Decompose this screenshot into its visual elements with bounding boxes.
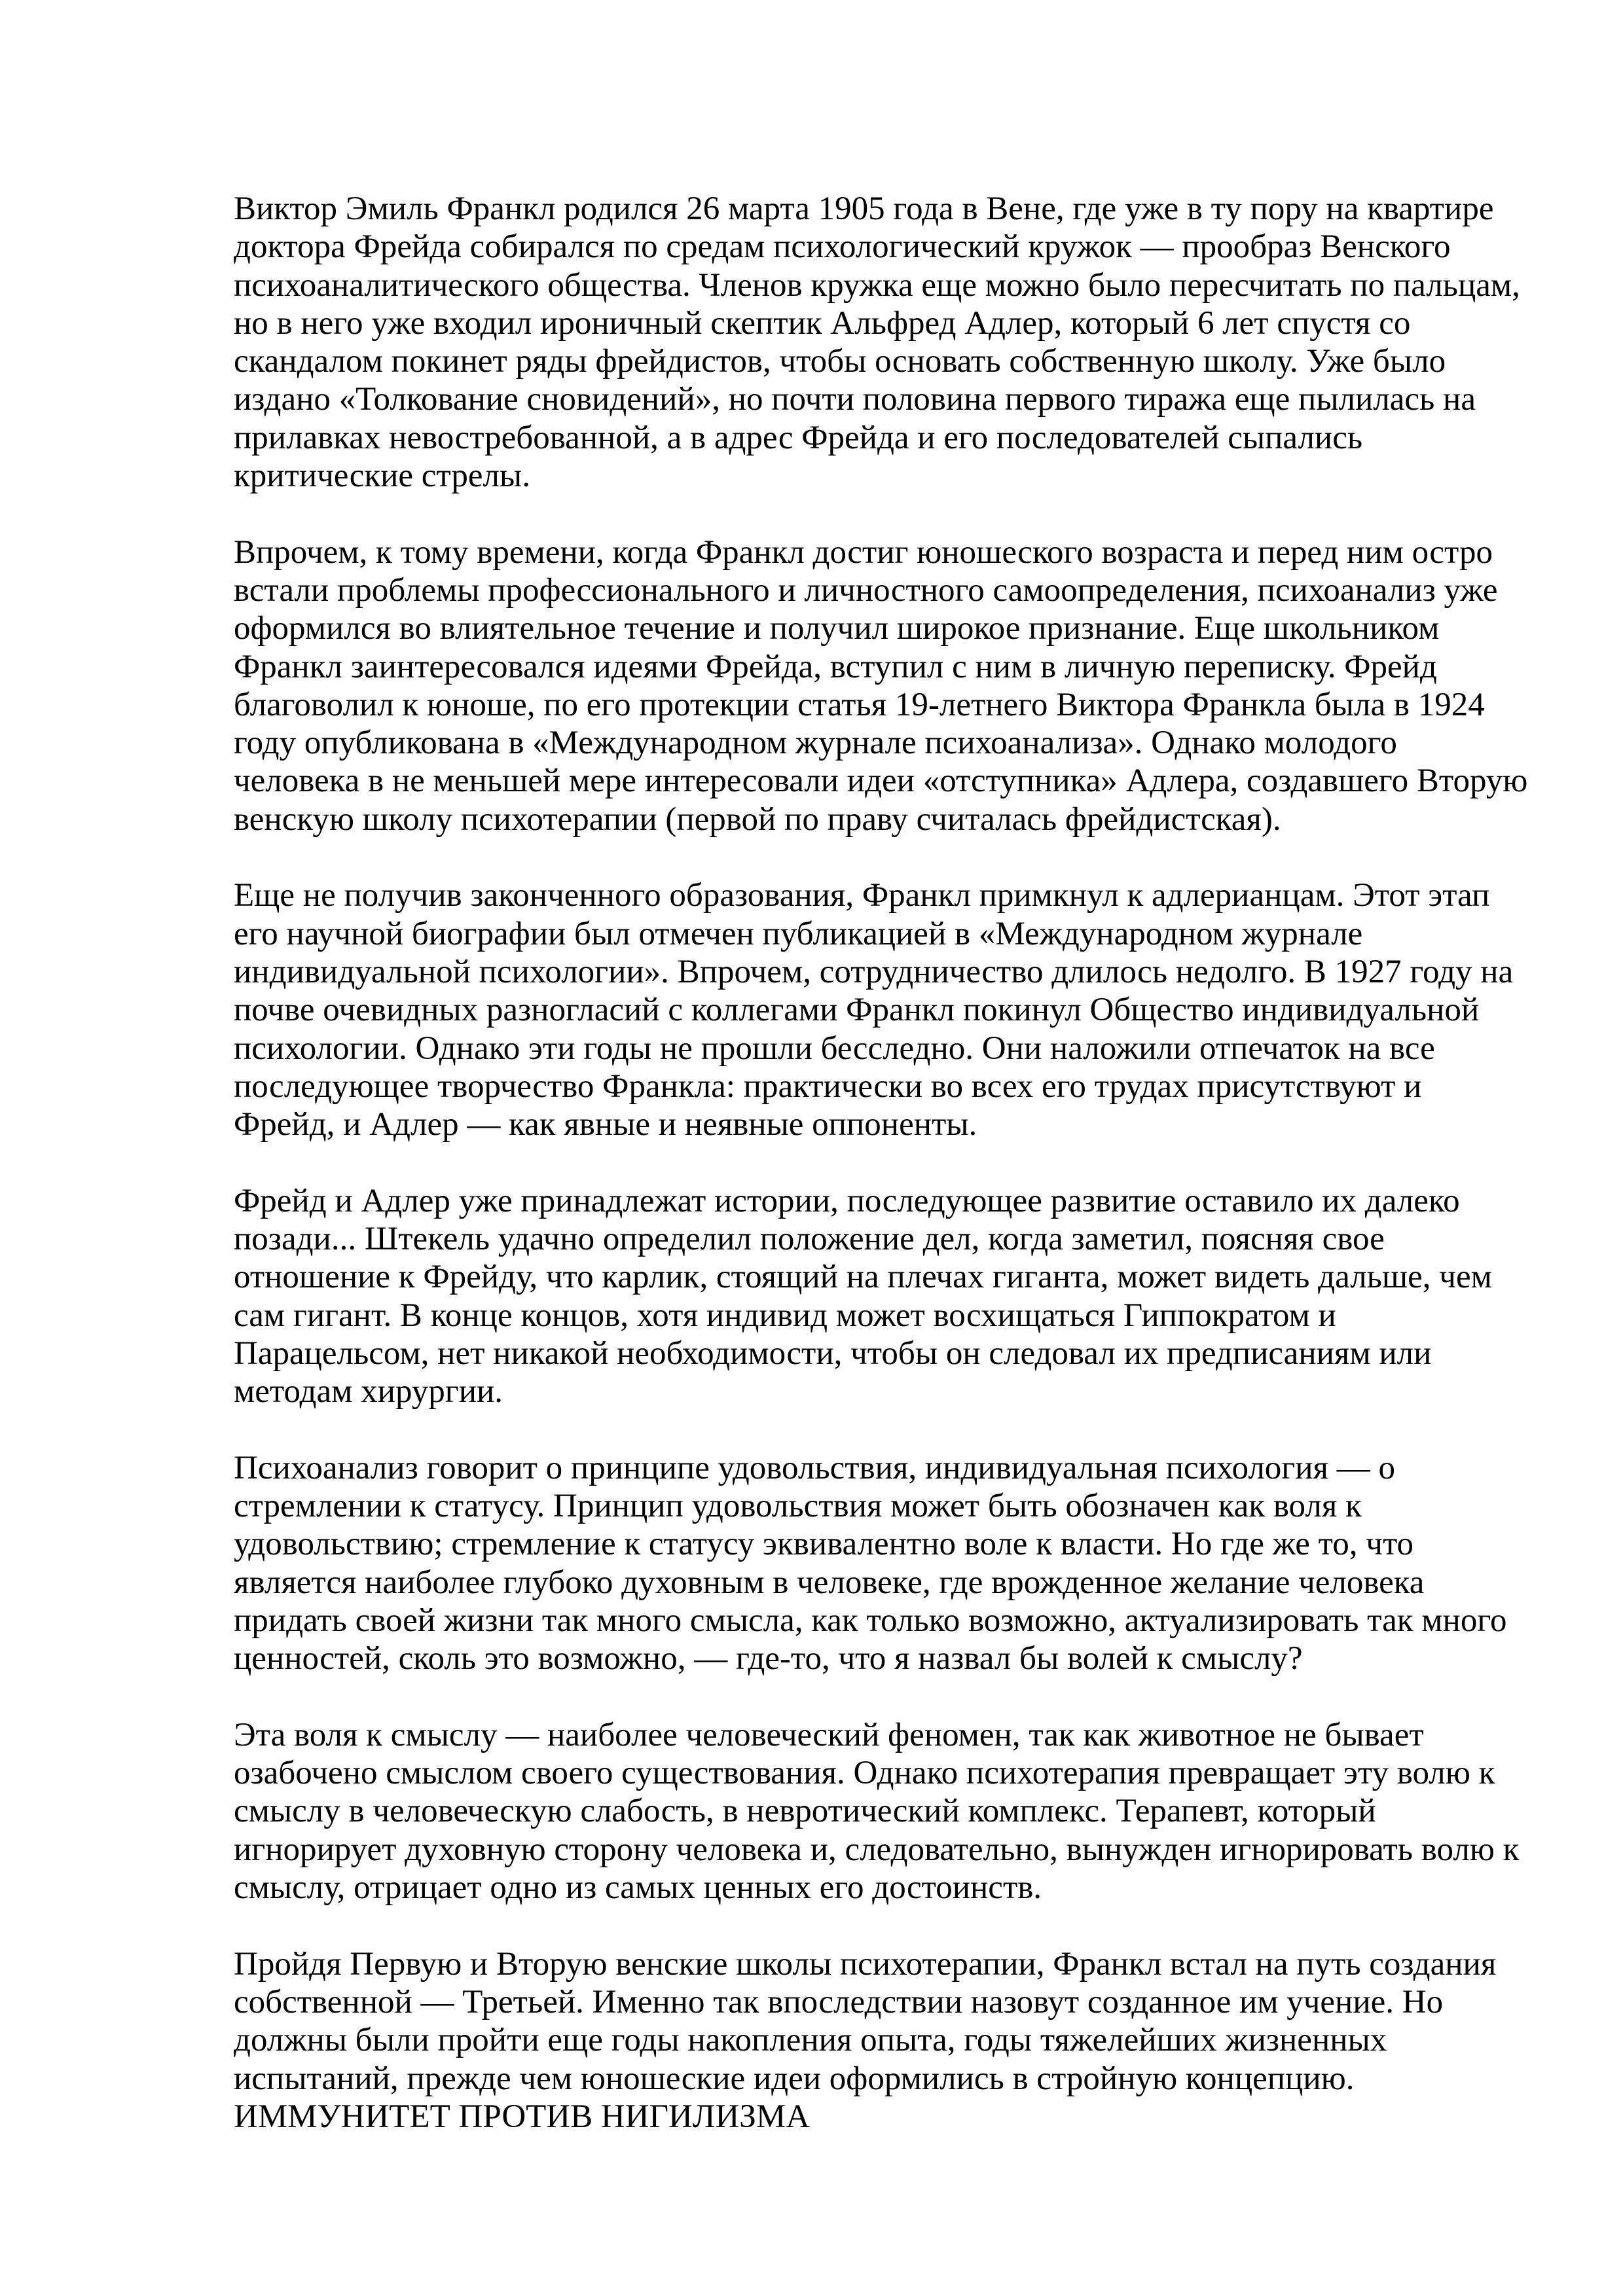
paragraph-adler: Еще не получив законченного образования, Франкл примкнул к адлерианцам. Этот этап его научной биографии был отмечен публикацией в «Международном журнале индивидуальной психологии». Впрочем, сотрудничество длилось недолго. В 1927 году на почве очевидных разногласий с коллегами Франкл покинул Общество индивидуальной психологии. Однако эти годы не прошли бесследно. Они наложили отпечаток на все последующее творчество Франкла: практически во всех его трудах присутствуют и Фрейд, и Адлер — как явные и неявные оппоненты.	[234, 877, 1514, 1143]
paragraph-birth: Виктор Эмиль Франкл родился 26 марта 1905 года в Вене, где уже в ту пору на квартире доктора Фрейда собирался по средам психологический кружок — прообраз Венского психоаналитического общества. Членов кружка еще можно было пересчитать по пальцам, но в него уже входил ироничный скептик Альфред Адлер, который 6 лет спустя со скандалом покинет ряды фрейдистов, чтобы основать собственную школу. Уже было издано «Толкование сновидений», но почти половина первого тиража еще пылилась на прилавках невостребованной, а в адрес Фрейда и его последователей сыпались критические стрелы.	[234, 190, 1520, 495]
section-heading: ИММУНИТЕТ ПРОТИВ НИГИЛИЗМА	[234, 2098, 811, 2135]
paragraph-freud: Впрочем, к тому времени, когда Франкл достиг юношеского возраста и перед ним остро встали проблемы профессионального и личностного самоопределения, психоанализ уже оформился во влиятельное течение и получил широкое признание. Еще школьником Франкл заинтересовался идеями Фрейда, вступил с ним в личную переписку. Фрейд благоволил к юноше, по его протекции статья 19-летнего Виктора Франкла была в 1924 году опубликована в «Международном журнале психоанализа». Однако молодого человека в не меньшей мере интересовали идеи «отступника» Адлера, создавшего Вторую венскую школу психотерапии (первой по праву считалась фрейдистская).	[234, 533, 1528, 838]
paragraph-history: Фрейд и Адлер уже принадлежат истории, последующее развитие оставило их далеко позади... Штекель удачно определил положение дел, когда заметил, поясняя свое отношение к Фрейду, что карлик, стоящий на плечах гиганта, может видеть дальше, чем сам гигант. В конце концов, хотя индивид может восхищаться Гиппократом и Парацельсом, нет никакой необходимости, чтобы он следовал их предписаниям или методам хирургии.	[234, 1182, 1492, 1410]
document-body	[234, 190, 1537, 2136]
paragraph-third-school: Пройдя Первую и Вторую венские школы психотерапии, Франкл встал на путь создания собственной — Третьей. Именно так впоследствии назовут созданное им учение. Но должны были пройти еще годы накопления опыта, годы тяжелейших жизненных испытаний, прежде чем юношеские идеи оформились в стройную концепцию.	[234, 1945, 1497, 2097]
paragraph-will-to-meaning: Эта воля к смыслу — наиболее человеческий феномен, так как животное не бывает озабочено смыслом своего существования. Однако психотерапия превращает эту волю к смыслу в человеческую слабость, в невротический комплекс. Терапевт, который игнорирует духовную сторону человека и, следовательно, вынужден игнорировать волю к смыслу, отрицает одно из самых ценных его достоинств.	[234, 1716, 1520, 1907]
paragraph-will-to-meaning-question: Психоанализ говорит о принципе удовольствия, индивидуальная психология — о стремлении к статусу. Принцип удовольствия может быть обозначен как воля к удовольствию; стремление к статусу эквивалентно воле к власти. Но где же то, что является наиболее глубоко духовным в человеке, где врожденное желание человека придать своей жизни так много смысла, как только возможно, актуализировать так много ценностей, сколь это возможно, — где-то, что я назвал бы волей к смыслу?	[234, 1449, 1507, 1677]
